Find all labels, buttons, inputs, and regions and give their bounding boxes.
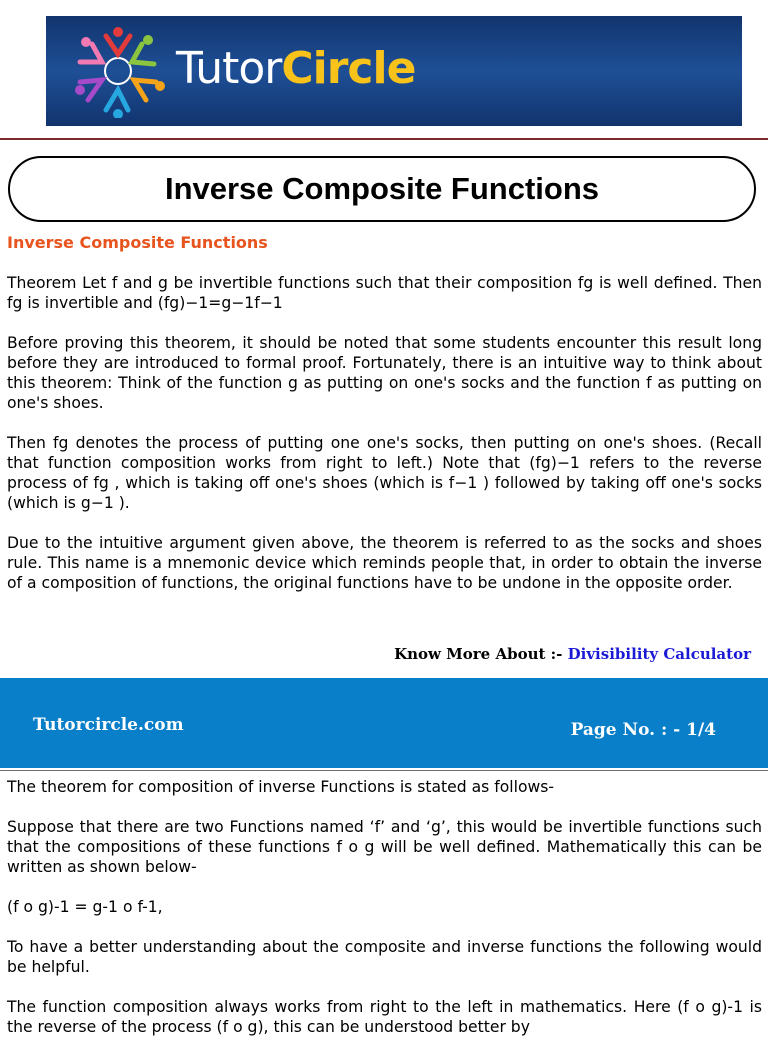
logo-wordmark: [176, 44, 415, 94]
tutorcircle-logo-icon: [70, 24, 166, 118]
paragraph-theorem: Theorem Let f and g be invertible functions such that their composition fg is well defined. Then fg is invertible and (fg)−1=g−1f−1: [7, 274, 762, 312]
paragraph-rule-name: Due to the intuitive argument given above, the theorem is referred to as the socks and shoes rule. This name is a mnemonic device which reminds people that, in order to obtain the inverse of a composition of functions, the original functions have to be undone in the opposite order.: [7, 534, 762, 592]
paragraph-formula: (f o g)-1 = g-1 o f-1,: [7, 898, 163, 916]
paragraph-right-to-left: The function composition always works from right to the left in mathematics. Here (f o g)-1 is the reverse of the process (f o g), this can be understood better by: [7, 998, 762, 1036]
footer-site: Tutorcircle.com: [33, 715, 184, 735]
divisibility-calculator-link[interactable]: Divisibility Calculator: [567, 645, 751, 663]
know-more-prefix: Know More About :-: [394, 645, 568, 663]
paragraph-statement: The theorem for composition of inverse Functions is stated as follows-: [7, 778, 554, 796]
title-box: [8, 156, 756, 222]
header-divider: [0, 138, 768, 140]
page-title: Inverse Composite Functions: [164, 171, 600, 206]
section-heading: Inverse Composite Functions: [7, 233, 268, 252]
page1-body: [7, 273, 762, 613]
paragraph-socks-shoes: Then fg denotes the process of putting one one's socks, then putting on one's shoes. (Recall that function composition works from right to left.) Note that (fg)−1 refers to the reverse process of fg , which is taking off one's shoes (which is f−1 ) followed by taking off one's socks (which is g−1 ).: [7, 434, 762, 512]
paragraph-understanding: To have a better understanding about the composite and inverse functions the following would be helpful.: [7, 938, 762, 976]
footer-page-number: Page No. : - 1/4: [570, 720, 716, 740]
logo-word-circle: Circle: [281, 43, 416, 94]
logo-word-tutor: Tutor: [176, 43, 282, 94]
page-footer: [0, 678, 768, 768]
page2-body: [7, 777, 762, 1057]
paragraph-proof-intro: Before proving this theorem, it should be noted that some students encounter this result long before they are introduced to formal proof. Fortunately, there is an intuitive way to think about this theorem: Think of the function g as putting on one's socks and the function f as putting on one's shoes.: [7, 334, 762, 412]
header-banner: [46, 16, 742, 126]
paragraph-suppose: Suppose that there are two Functions named ‘f’ and ‘g’, this would be invertible functions such that the compositions of these functions f o g will be well defined. Mathematically this can be written as shown below-: [7, 818, 762, 876]
know-more-line: [394, 645, 751, 663]
page-divider: [0, 770, 768, 771]
